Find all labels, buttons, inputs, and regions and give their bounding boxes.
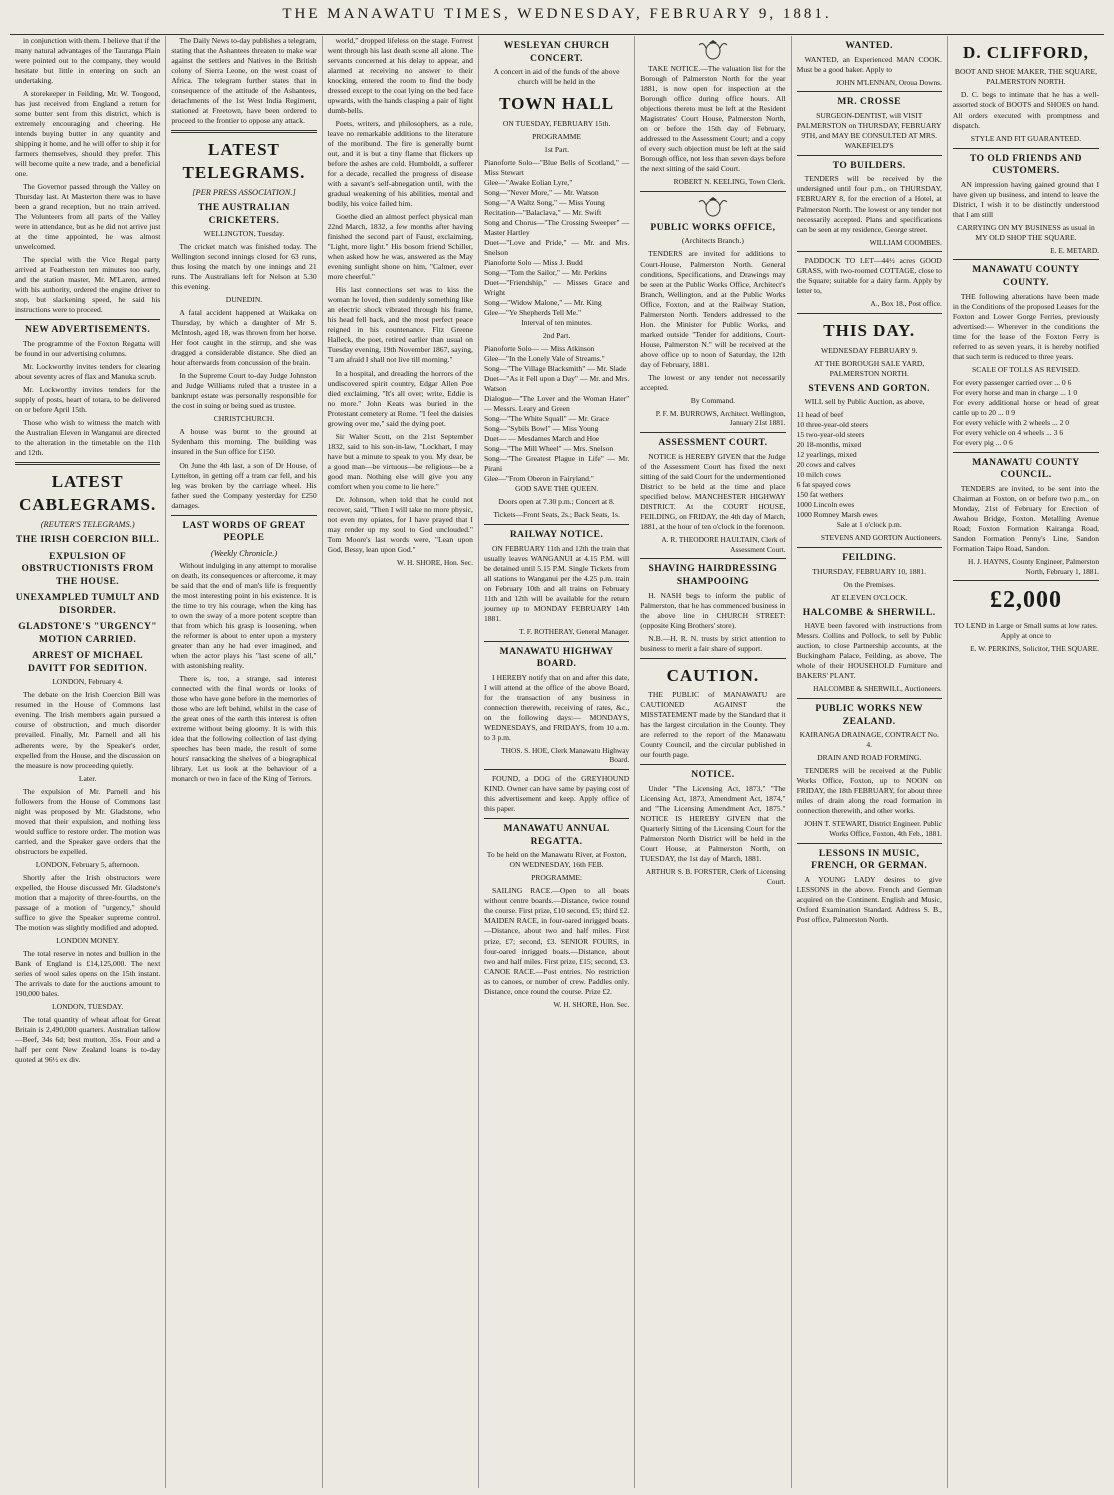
ad-heading-builders: TO BUILDERS. <box>832 160 906 171</box>
programme-item: Song—"The Greatest Plague in Life" — Mr. Pirani <box>483 454 630 474</box>
signature: JOHN M'LENNAN, Oroua Downs. <box>836 77 942 87</box>
divider <box>171 130 316 133</box>
programme-item: Song—"The Mill Wheel" — Mrs. Snelson <box>483 444 614 454</box>
dateline: LONDON, February 4. <box>52 677 124 687</box>
signature: W. H. SHORE, Hon. Sec. <box>553 999 630 1009</box>
stock-item: 11 head of beef <box>796 410 844 420</box>
tickets-note: Tickets—Front Seats, 2s.; Back Seats, 1s. <box>493 510 620 520</box>
cable-headline: GLADSTONE'S "URGENCY" MOTION CARRIED. <box>18 622 158 645</box>
article-paragraph: The Governor passed through the Valley on Thursday last. At Masterton there was to have been a grand reception, but no train arrived. The Volunteers from all parts of the Valley were in attendance, but as he did not arrive just at the time appointed, he was almost unwelcomed. <box>15 182 161 252</box>
column-6 <box>792 36 948 1488</box>
ad-heading-dentist: MR. CROSSE <box>837 97 902 108</box>
ad-text: D. C. begs to intimate that he has a well-assorted stock of BOOTS and SHOES on hand. All orders executed with promptness and dispatch. <box>952 90 1100 130</box>
ad-text: A YOUNG LADY desires to give LESSONS in the above. French and German acquired on the Continent. English and Music, Oxford Examination Standard. Address S. B., Post office, Palmerston North. <box>796 874 942 924</box>
stock-item: 1000 Romney Marsh ewes <box>796 510 878 520</box>
ad-date: ON TUESDAY, FEBRUARY 15th. <box>502 118 611 128</box>
dateline: WELLINGTON, Tuesday. <box>203 229 285 239</box>
article-paragraph: The Daily News to-day publishes a telegram, stating that the Ashantees threaten to make war against the settlers and Natives in the British colony of Sierra Leone, on the west coast of Africa. The telegram further states that in consequence of the attitude of the Ashantees, detachments of the 1st West India Regiment, stationed at Freetown, have been ordered to proceed to the frontier to oppose any attack. <box>171 36 317 126</box>
cable-headline: UNEXAMPLED TUMULT AND DISORDER. <box>15 593 160 616</box>
ad-text: WILL sell by Public Auction, as above, <box>804 397 925 407</box>
stock-item: 6 fat spayed cows <box>796 480 851 490</box>
article-paragraph: In the Supreme Court to-day Judge Johnston and Judge Williams ruled that a trustee in a bankrupt estate was personally responsible for the cost in suing or being sued as trustee. <box>171 371 317 411</box>
column-2 <box>166 36 322 1488</box>
divider <box>484 769 629 770</box>
telegram-headline: THE AUSTRALIAN CRICKETERS. <box>198 203 290 226</box>
divider <box>640 558 785 559</box>
dateline: LONDON MONEY. <box>56 935 120 945</box>
ad-text: THE following alterations have been made in the Conditions of the proposed Leases for the Foxton and Lower Gorge Ferries, previously advertised:— Wherever in the conditions the time for the lease of the Foxton Ferry is referred to as seven years, it is hereby notified that such term is reduced to three years. <box>952 291 1100 361</box>
signature: E. E. METARD. <box>1050 245 1100 255</box>
auctioneer-name: HALCOMBE & SHERWILL. <box>802 607 936 618</box>
ad-text: The lowest or any tender not necessarily accepted. <box>640 372 786 392</box>
royal-crest-icon <box>696 196 730 218</box>
ad-text: TO LEND in Large or Small sums at low rates. Apply at once to <box>954 621 1098 641</box>
ad-text: SURGEON-DENTIST, will VISIT PALMERSTON on THURSDAY, FEBRUARY 9TH, and MAY BE CONSULTED AT MRS. WAKEFIELD'S <box>796 110 942 150</box>
article-paragraph: On June the 4th last, a son of Dr House, of Lyttelton, in getting off a tram car fell, and his leg was broken by the carriage wheel. His father sued the Company yesterday for £250 damages. <box>171 460 317 510</box>
ad-text: NOTICE is HEREBY GIVEN that the Judge of the Assessment Court has fixed the next sitting of the said Court for the undermentioned District to be held at the time and place specified below. MANCHESTER HIGHWAY DISTRICT. At the COURT HOUSE, FEILDING, on FRIDAY, the 4th day of March, 1881, at the hour of ten o'clock in the forenoon. <box>640 451 786 531</box>
newspaper-title: THE MANAWATU TIMES, WEDNESDAY, FEBRUARY 9, 1881. <box>282 6 832 22</box>
ad-text-paddock: PADDOCK TO LET—44½ acres GOOD GRASS, with two-roomed COTTAGE, close to the Square; suitable for a dairy farm. Apply by letter to, <box>796 256 942 296</box>
article-paragraph: Goethe died an almost perfect physical man 22nd March, 1832, a few months after having finished the second part of Faust, exclaiming, "Light, more light." His bosom friend Schiller, when asked how he was, answered as the May evening sunlight shone on him, "Calmer, ever more cheerful." <box>327 212 473 282</box>
article-paragraph: In a hospital, and dreading the horrors of the undiscovered spirit country, Edgar Allen Poe died exclaiming, "It's all over; write, Eddie is no more." John Keats was buried in the Protestant cemetery at Rome. "I feel the daisies growing over me," said the dying poet. <box>327 368 473 428</box>
ad-subheading: (Architects Branch.) <box>681 236 744 246</box>
ad-notice: Mr. Lockworthy invites tenders for the supply of posts, heart of totara, to be delivered on or before April 15th. <box>15 385 161 415</box>
ad-text: TENDERS will be received at the Public Works Office, Foxton, up to NOON on FRIDAY, the 18th FEBRUARY, for about three miles of drain along the road formation in connection therewith, and other works. <box>796 766 942 816</box>
divider <box>640 764 785 765</box>
stock-item: 15 two-year-old steers <box>796 430 865 440</box>
divider <box>797 251 942 252</box>
signature: A. R. THEODORE HAULTAIN, Clerk of Assessment Court. <box>661 534 786 554</box>
ad-text: AT ELEVEN O'CLOCK. <box>830 592 908 602</box>
dateline: LONDON, TUESDAY. <box>51 1001 124 1011</box>
auctioneer-name: STEVENS AND GORTON. <box>808 383 931 394</box>
cable-headline: ARREST OF MICHAEL DAVITT FOR SEDITION. <box>28 651 148 674</box>
ad-heading-music-lessons: LESSONS IN MUSIC, FRENCH, OR GERMAN. <box>811 848 928 872</box>
divider <box>953 452 1099 453</box>
signature: A., Box 18., Post office. <box>870 299 942 309</box>
ad-heading-wanted: WANTED. <box>845 41 893 51</box>
programme-item: Glee—"Ye Shepherds Tell Me." <box>483 307 582 317</box>
section-heading-telegrams: LATEST TELEGRAMS. <box>182 140 306 182</box>
divider <box>797 313 942 314</box>
tolls-heading: SCALE OF TOLLS AS REVISED. <box>971 364 1080 374</box>
feature-headline: LAST WORDS OF GREAT PEOPLE <box>182 520 306 544</box>
article-paragraph: The total reserve in notes and bullion in the Bank of England is £14,125,000. The next series of wool sales opens on the 15th instant. The arrivals to date for the auctions amount to 190,000 bales. <box>15 948 161 998</box>
column-3 <box>323 36 479 1488</box>
stock-item: 10 three-year-old steers <box>796 420 869 430</box>
ad-heading-shaving: SHAVING HAIRDRESSING SHAMPOOING <box>648 564 778 587</box>
programme-item: Pianoforte Solo— — Miss Atkinson <box>483 343 595 353</box>
ad-text: TENDERS will be received by the undersigned until four p.m., on THURSDAY, FEBRUARY 8, for the erection of a Hotel, at Palmerston North. The lowest or any tender not necessarily accepted. Plans and specifications can be seen at my residence, George street. <box>796 174 942 234</box>
programme-item: Duet—"Love and Pride," — Mr. and Mrs. Snelson <box>483 237 630 257</box>
article-paragraph: The special with the Vice Regal party arrived at Featherston ten minutes too early, and the station master, Mr. M'Laren, armed with his authority, ordered the engine driver to stop, but slackening speed, he said his instructions were to proceed. <box>15 255 161 315</box>
divider <box>953 580 1099 581</box>
section-heading-new-ads: NEW ADVERTISEMENTS. <box>25 325 151 336</box>
divider <box>484 641 629 642</box>
telegram-source: [PER PRESS ASSOCIATION.] <box>192 188 296 198</box>
divider <box>797 698 942 699</box>
cable-headline: THE IRISH COERCION BILL. <box>15 535 160 546</box>
signature: JOHN T. STEWART, District Engineer. Public Works Office, Foxton, 4th Feb., 1881. <box>803 819 942 839</box>
ad-text: CARRYING ON MY BUSINESS as usual in MY OLD SHOP THE SQUARE. <box>957 222 1095 242</box>
feature-source: (Weekly Chronicle.) <box>210 548 278 558</box>
ad-text: H. NASH begs to inform the public of Palmerston, that he has commenced business in the above line in CHURCH STREET: (opposite King Brothers' store). <box>640 590 786 630</box>
signature: W. H. SHORE, Hon. Sec. <box>397 557 473 567</box>
ad-heading-licensing-notice: NOTICE. <box>691 770 735 781</box>
ad-heading-county: MANAWATU COUNTY COUNTY. <box>972 265 1080 288</box>
column-7 <box>948 36 1104 1488</box>
stock-item: 1000 Lincoln ewes <box>796 500 855 510</box>
programme-item: Duet—"Friendship," — Misses Grace and Wright <box>483 277 630 297</box>
ad-heading-regatta: MANAWATU ANNUAL REGATTA. <box>503 824 610 847</box>
divider <box>953 148 1099 149</box>
ad-heading-wesleyan-concert: WESLEYAN CHURCH CONCERT. <box>503 41 610 64</box>
ad-heading-railway-notice: RAILWAY NOTICE. <box>509 530 604 541</box>
ad-heading-old-friends: TO OLD FRIENDS AND CUSTOMERS. <box>969 153 1082 177</box>
signature: STEVENS AND GORTON Auctioneers. <box>820 533 942 543</box>
ad-text-take-notice: TAKE NOTICE.—The valuation list for the Borough of Palmerston North for the year 1881, is now open for inspection at the Borough office during office hours. All objections thereto must be left at the Resident Magistrates' Court House, Palmerston North, on or before the 15th day of February, addressed to the Assessment Court; and a copy of every such objection must be left at the said Borough office, not less than seven days before the next sitting of the said Court. <box>640 64 786 174</box>
programme-item: Glee—"In the Lonely Vale of Streams." <box>483 353 605 363</box>
programme-item: Glee—"Awake Eolian Lyre," <box>483 177 573 187</box>
article-paragraph: Dr. Johnson, when told that he could not recover, said, "Then I will take no more physic, not even my opiates, for I have prayed that I may render up my soul to God unclouded." Tom Moore's last words were, "Lean upon God, Bessy, lean upon God." <box>327 494 473 554</box>
dateline: Later. <box>78 773 97 783</box>
dateline: LONDON, February 5, afternoon. <box>35 859 140 869</box>
stock-item: 10 milch cows <box>796 470 841 480</box>
ad-text: ON FEBRUARY 11th and 12th the train that usually leaves WANGANUI at 4.15 P.M. will be detained until 5.15 P.M. Single Tickets from all stations to Wanganui per the 4.25 p.m. train on February 10th and all trains on February 11th and 12th will be available for the return journey up to MONDAY FEBRUARY 14th 1881. <box>483 543 630 623</box>
divider <box>640 432 785 433</box>
programme-part: 1st Part. <box>544 144 570 154</box>
ad-notice: Mr. Lockworthy invites tenders for clearing about seventy acres of flax and Manuka scrub. <box>15 361 161 381</box>
ad-heading-assessment-court: ASSESSMENT COURT. <box>658 438 768 449</box>
divider <box>484 524 629 525</box>
divider <box>171 515 316 516</box>
article-paragraph: world," dropped lifeless on the stage. Forrest went through his last death scene all alone. The servants concerned at his delay to appear, and alarmed at receiving no answer to their knocking, entered the room to find the body dressed except to the coat lying on the bed face upwards, with the hands clasping a pair of light dumb-bells. <box>327 36 473 116</box>
signature: E. W. PERKINS, Solicitor, THE SQUARE. <box>970 644 1100 654</box>
ad-text: I HEREBY notify that on and after this date, I will attend at the office of the above Board, for the transaction of any business in connection therewith, receiving of rates, &c., on the following days:— MONDAYS, WEDNESDAYS, and FRIDAYS, from 10 a.m. to 3 p.m. <box>483 672 630 742</box>
article-paragraph: Sir Walter Scott, on the 21st September 1832, said to his son-in-law, "Lockhart, I may have but a minute to speak to you. My dear, be a good man—be virtuous—be religious—be a good man. Nothing else will give you any comfort when you come to lie here." <box>327 431 473 491</box>
column-4 <box>479 36 635 1488</box>
programme-item: Song—"The Village Blacksmith" — Mr. Slade <box>483 363 627 373</box>
divider <box>797 91 942 92</box>
signature: WILLIAM COOMBES. <box>869 237 942 247</box>
article-paragraph: The expulsion of Mr. Parnell and his followers from the House of Commons last night was proposed by Mr. Gladstone, who moved that their expulsion, and nothing less would suffice to restore order. The motion was carried, and the Speaker gave orders that the obstructors be expelled. <box>15 786 161 856</box>
programme-heading: PROGRAMME: <box>531 873 583 883</box>
cable-headline: EXPULSION OF OBSTRUCTIONISTS FROM THE HOUSE. <box>21 551 154 587</box>
anthem: GOD SAVE THE QUEEN. <box>514 484 599 494</box>
column-5 <box>635 36 791 1488</box>
stock-item: 20 18-months, mixed <box>796 440 862 450</box>
ad-heading-public-works: PUBLIC WORKS OFFICE, <box>650 222 776 233</box>
ad-heading-clifford: D. CLIFFORD, <box>963 43 1089 62</box>
programme-part: 2nd Part. <box>542 330 571 340</box>
programme-item: Song—"Sybils Bowl" — Miss Young <box>483 423 599 433</box>
ad-text: TENDERS are invited for additions to Court-House, Palmerston North. General conditions, Specifications, and Drawings may be seen at the Public Works Office, Architect's Branch, Wellington, and at the Public Works Office, Foxton, and at the Railway Station, Palmerston North. Tenders addressed to the Hon. the Minister for Public Works, and marked outside "Tender for additions, Court-House, Palmerston N." will be received at the above office up to noon of Saturday, the 12th day of February, 1881. <box>640 249 786 369</box>
signature: THOS. S. HOE, Clerk Manawatu Highway Board. <box>501 745 630 765</box>
divider <box>484 818 629 819</box>
signature: ROBERT N. KEELING, Town Clerk. <box>673 177 786 187</box>
programme-item: Song—"The White Squall" — Mr. Grace <box>483 413 609 423</box>
article-paragraph: There is, too, a strange, sad interest connected with the final words or looks of those who have gone before in the memories of those who are left behind, whilst in the case of the great ones of the earth this interest is often extreme without being gloomy. It is with this idea that the following collection of last dying speeches has been made, the result of some hours' ransacking the shelves of a biographical library. Let us look at the behaviour of a monarch or two in face of the King of Terrors. <box>171 673 317 784</box>
signature: T. F. ROTHERAY, General Manager. <box>519 626 630 636</box>
ad-text: By Command. <box>690 395 736 405</box>
programme-item: Recitation—"Balaclava," — Mr. Swift <box>483 207 602 217</box>
article-paragraph: The cricket match was finished today. The Wellington second innings closed for 63 runs, thus losing the match by one innings and 21 runs. The Australians left for Nelson at 5.30 this evening. <box>171 242 317 292</box>
signature: ARTHUR S. B. FORSTER, Clerk of Licensing Court. <box>645 866 786 886</box>
ad-heading-caution: CAUTION. <box>666 665 760 685</box>
ad-text: WANTED, an Experienced MAN COOK. Must be a good baker. Apply to <box>796 54 942 74</box>
cable-source: (REUTER'S TELEGRAMS.) <box>40 520 135 529</box>
divider <box>797 547 942 548</box>
doors-note: Doors open at 7.30 p.m.; Concert at 8. <box>498 497 615 507</box>
divider <box>797 843 942 844</box>
article-paragraph: A house was burnt to the ground at Sydenham this morning. The building was insured in the Sun office for £150. <box>171 427 317 457</box>
ad-text: On the Premises. <box>843 579 896 589</box>
programme-item: Duet— — Mesdames March and Hoe <box>483 434 600 443</box>
ad-text: N.B.—H. R. N. trusts by strict attention to business to merit a fair share of support. <box>640 633 786 653</box>
divider <box>640 658 785 659</box>
toll-item: For every pig ... 0 6 <box>952 437 1013 447</box>
article-paragraph: The total quantity of wheat afloat for Great Britain is 2,490,000 quarters. Australian tallow—Beef, 34s 6d; best mutton, 35s. Four and a half per cent New Zealand loans is to-day quoted at 96½ ex div. <box>15 1014 161 1064</box>
toll-item: For every vehicle with 2 wheels ... 2 0 <box>952 417 1070 427</box>
dateline: DUNEDIN. <box>225 295 263 305</box>
stock-item: 12 yearlings, mixed <box>796 450 857 460</box>
toll-item: For every horse and man in charge ... 1 0 <box>952 387 1078 397</box>
ad-date: THURSDAY, FEBRUARY 10, 1881. <box>812 566 927 576</box>
ad-tagline: STYLE AND FIT GUARANTEED. <box>970 133 1082 143</box>
ad-text: To be held on the Manawatu River, at Foxton, ON WEDNESDAY, 16th FEB. <box>486 850 627 870</box>
ad-text: A concert in aid of the funds of the above church will be held in the <box>493 67 620 87</box>
divider <box>953 259 1099 260</box>
masthead <box>0 0 1114 34</box>
section-heading-cablegrams: LATEST CABLEGRAMS. <box>19 472 157 514</box>
masthead-rule <box>10 34 1104 35</box>
article-paragraph: Shortly after the Irish obstructors were expelled, the House discussed Mr. Gladstone's motion that a majority of three-fourths, on the passage of a motion of "urgency," should suffice to give the Speaker supreme control. The motion was slightly modified and adopted. <box>15 872 161 932</box>
ad-subheading: BOOT AND SHOE MAKER, THE SQUARE, PALMERSTON NORTH. <box>954 67 1098 87</box>
toll-item: For every passenger carried over ... 0 6 <box>952 377 1072 387</box>
ad-heading-county-council: MANAWATU COUNTY COUNCIL. <box>972 457 1080 481</box>
programme-item: Pianoforte Solo — Miss J. Budd <box>483 257 583 267</box>
article-paragraph: A fatal accident happened at Waikaka on Thursday, by which a daughter of Mr S. McIntosh, aged 18, was thrown from her horse. Her foot caught in the stirrup, and she was dragged a considerable distance. She died an hour afterwards from concussion of the brain. <box>171 308 317 368</box>
programme-item: Song—"Never More," — Mr. Watson <box>483 187 599 197</box>
column-1 <box>10 36 166 1488</box>
ad-notice: Those who wish to witness the match with the Australian Eleven in Wanganui are directed to the alteration in the timetable on the 11th and 12th. <box>15 418 161 458</box>
interval-note: Interval of ten minutes. <box>521 317 593 327</box>
programme-heading: PROGRAMME <box>532 131 582 141</box>
ad-heading-feilding: FEILDING. <box>842 553 897 564</box>
stock-item: 150 fat wethers <box>796 490 844 500</box>
programme-item: Duet—"As it Fell upon a Day" — Mr. and Mrs. Watson <box>483 373 630 393</box>
ad-date: WEDNESDAY FEBRUARY 9. <box>821 345 918 355</box>
divider <box>640 191 785 192</box>
ad-heading-kairanga: PUBLIC WORKS NEW ZEALAND. <box>815 704 924 727</box>
toll-item: For every vehicle on 4 wheels ... 3 6 <box>952 427 1064 437</box>
article-paragraph: Poets, writers, and philosophers, as a rule, leave no remarkable additions to the literature of the moribund. The fire is generally burnt out, and it is but a tiny flame that flickers up before the ashes are cold. Humboldt, a sufferer for a decade, recalled the progress of disease with a savant's self-abnegation until, with the gradual weakening of his abilities, mental and bodily, his voice failed him. <box>327 119 473 209</box>
ad-text: TENDERS are invited, to be sent into the Chairman at Foxton, on or before two p.m., on Monday, 21st of February for Erection of Awahou Bridge, Foxton. Metalling Avenue Road; Foxton Formation Kairanga Road, Sandon Formation Penny's Line, Sandon Formation Taipo Road, Sandon. <box>952 483 1100 553</box>
divider <box>15 462 160 465</box>
ad-subheading: DRAIN AND ROAD FORMING. <box>817 753 922 763</box>
ad-text: THE PUBLIC of MANAWATU are CAUTIONED AGAINST the MISSTATEMENT made by the Standard that it has the largest circulation in the County. They are referred to the report of the Manawatu County Council, and the circular published in our fourth page. <box>640 690 786 760</box>
programme-item: Song—"A Waltz Song," — Miss Young <box>483 197 605 207</box>
article-paragraph: Without indulging in any attempt to moralise on death, its consequences or aftercome, it may be said that the end of man's life is frequently the most interesting point in his existence. It is the time to try his courage, when the king has to own the sway of a more potent sceptre than that from which his grasp is loosening, when the reformer is about to enter upon a mystery greater than any he had ever imagined, and when the actor plays his "last scene of all," with astonishing reality. <box>171 560 317 670</box>
page-columns <box>10 36 1104 1488</box>
ad-text: Sale at 1 o'clock p.m. <box>836 520 902 530</box>
article-paragraph: A storekeeper in Feilding, Mr. W. Toogood, has just received from England a return for some butter sent from this district, which is extremely encouraging and cheering. He intends buying butter in any quantity and shipping it home, and he will offer to ship it for farmers themselves, should they prefer. This will become quite a new trade, and a beneficial one. <box>15 89 161 179</box>
article-paragraph: The debate on the Irish Coercion Bill was resumed in the House of Commons last evening. The Irish members again pursued a course of obstruction, and much disorder prevailed. Finally, Mr. Parnell and all his adherents were, by the Speaker's order, expelled from the House, and the discussion on the measure is now proceeding quietly. <box>15 690 161 770</box>
programme-item: Dialogue—"The Lover and the Woman Hater" — Messrs. Leary and Green <box>483 393 630 413</box>
stock-item: 20 cows and calves <box>796 460 856 470</box>
dateline: CHRISTCHURCH. <box>213 414 275 424</box>
divider <box>15 319 160 320</box>
article-paragraph: in conjunction with them. I believe that if the many natural advantages of the Tauranga Plain were pointed out to the company, they would hesitate but little in entering on such an undertaking. <box>15 36 161 86</box>
ad-text: AN impression having gained ground that I have given up business, and intend to leave the District, I wish it to be distinctly understood that I am still <box>952 179 1100 219</box>
programme-item: Song—"Widow Malone," — Mr. King <box>483 297 602 307</box>
loan-amount: £2,000 <box>989 587 1062 614</box>
ad-subheading: KAIRANGA DRAINAGE, CONTRACT No. 4. <box>799 730 939 750</box>
signature: HALCOMBE & SHERWILL, Auctioneers. <box>813 684 942 694</box>
programme-item: Pianoforte Solo—"Blue Bells of Scotland," — Miss Stewart <box>483 157 630 177</box>
ad-text: AT THE BOROUGH SALE YARD, PALMERSTON NORTH. <box>814 358 925 378</box>
programme-item: Glee—"From Oberon in Fairyland." <box>483 474 594 484</box>
ad-heading-highway-board: MANAWATU HIGHWAY BOARD. <box>499 646 614 670</box>
ad-notice: The programme of the Foxton Regatta will be found in our advertising columns. <box>15 338 161 358</box>
ad-heading-this-day: THIS DAY. <box>823 321 916 341</box>
divider <box>797 155 942 156</box>
programme-item: Song and Chorus—"The Crossing Sweeper" — Master Hartley <box>483 217 630 237</box>
signature: P. F. M. BURROWS, Architect. Wellington, January 21st 1881. <box>655 408 786 428</box>
article-paragraph: His last connections set was to kiss the woman he loved, then suddenly something like an electric shock vibrated through his frame, his head fell back, and the most perfect peace reigned in his countenance. Fitz Greene Halleck, the poet, retired earlier than usual on Tuesday evening, 19th November 1867, saying, "I am afraid I shall not live till morning." <box>327 285 473 365</box>
venue-name: TOWN HALL <box>499 94 615 114</box>
ad-text: SAILING RACE.—Open to all boats without centre boards.—Distance, twice round the course. First prize, £10 second, £5; third £2. MAIDEN RACE, in four-oared inrigged boats.—Distance, about two and half miles. First prize, £7; second, £3. SENIOR FOURS, in four-oared inrigged boats.—Distance, about two and half miles. First prize, £15; second, £3. CANOE RACE.—Post entries. No restriction as to canoes, or number of crew. Paddles only. Distance, once round the course. Prize £2. <box>483 886 630 996</box>
signature: H. J. HAYNS, County Engineer, Palmerston North, February 1, 1881. <box>968 556 1100 576</box>
programme-item: Song—"Tom the Sailor," — Mr. Perkins <box>483 267 607 277</box>
toll-item: For every additional horse or head of great cattle up to 20 ... 0 9 <box>952 397 1100 417</box>
ad-text-found-dog: FOUND, a DOG of the GREYHOUND KIND. Owner can have same by paying cost of this advertisement and keep. Apply office of this paper. <box>483 774 630 814</box>
ad-text: Under "The Licensing Act, 1873," "The Licensing Act, 1873, Amendment Act, 1874," and "The Licensing Amendment Act, 1875." NOTICE IS HEREBY GIVEN that the Quarterly Sitting of the Licensing Court for the Palmerston North District will be held in the Court House, at Palmerston North, on TUESDAY, the 1st day of March, 1881. <box>640 783 786 863</box>
ad-text: HAVE been favored with instructions from Messrs. Collins and Pollock, to sell by Public auction, to close Partnership accounts, at the Buckingham Palace, Feilding, as above, The whole of their HOUSEHOLD Furniture and BAKERS' PLANT. <box>796 621 942 681</box>
royal-crest-icon <box>696 39 730 61</box>
